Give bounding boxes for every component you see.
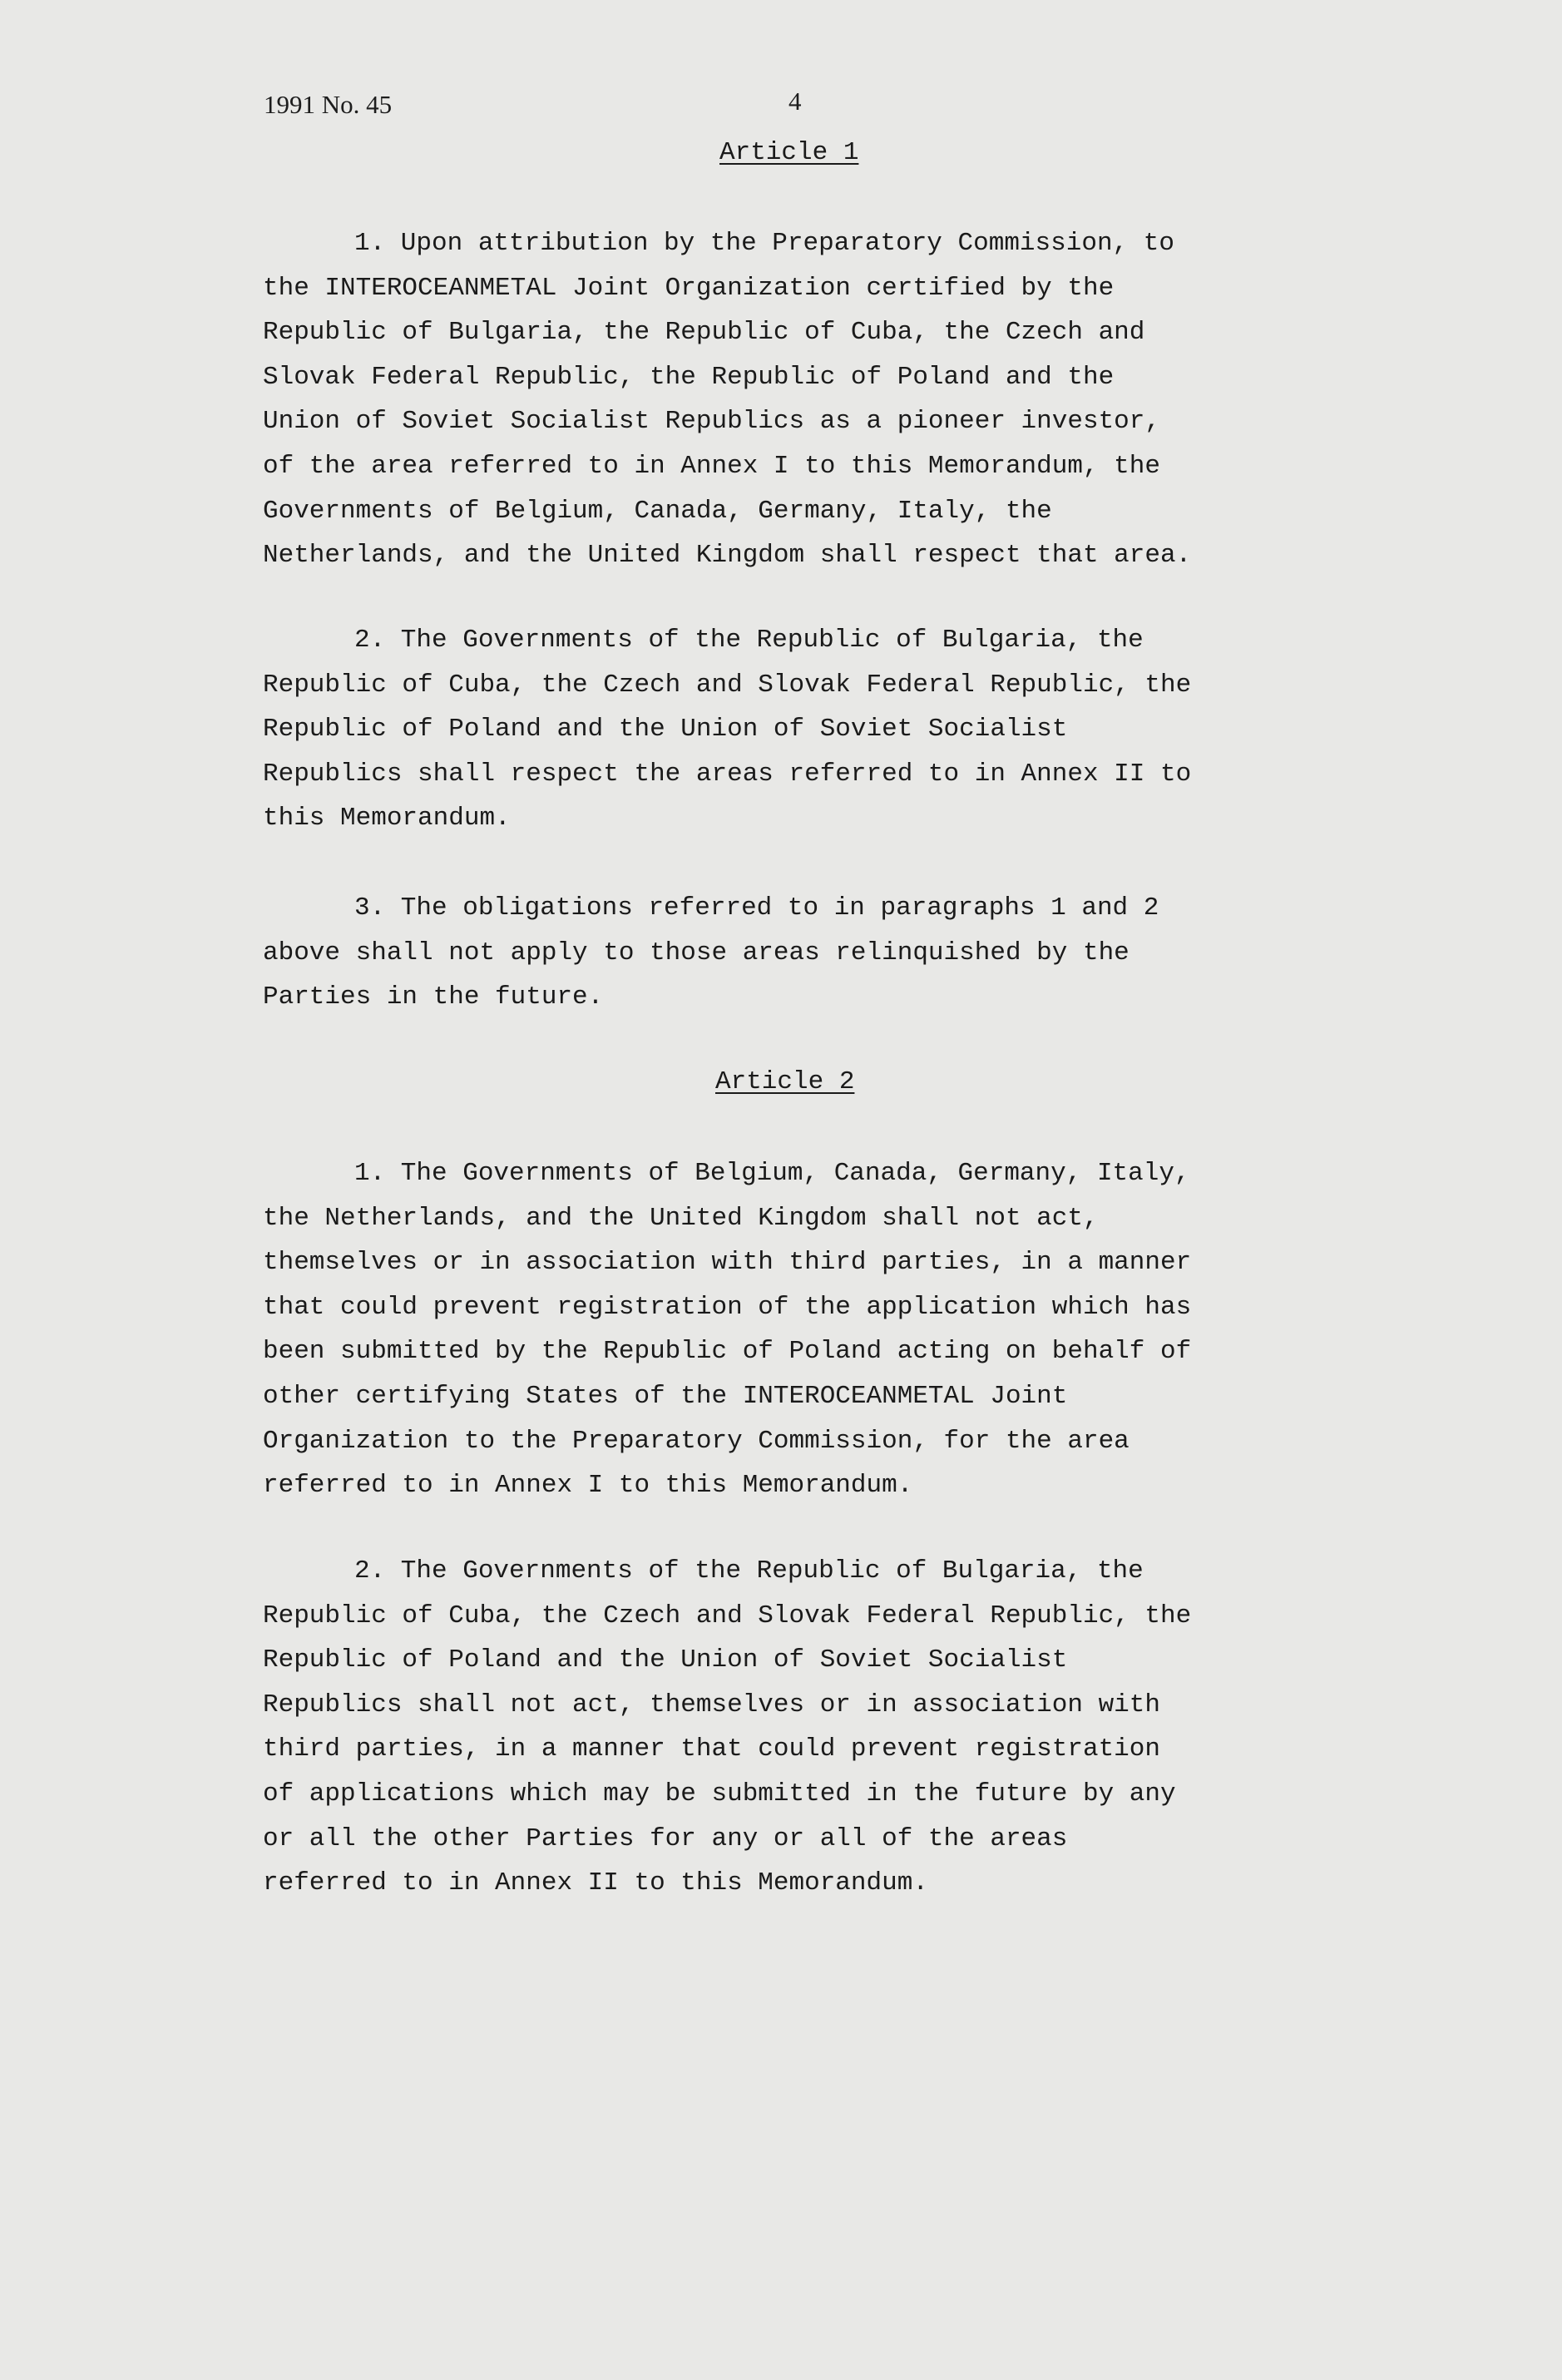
article-2-paragraph-2: [263, 1549, 1344, 1906]
text-line: Republics shall not act, themselves or in association with: [263, 1690, 1160, 1719]
article-1-paragraph-1: [263, 221, 1344, 578]
article-2-paragraph-1: [263, 1151, 1344, 1508]
text-line: other certifying States of the INTEROCEANMETAL Joint: [263, 1381, 1068, 1411]
text-line: Republic of Cuba, the Czech and Slovak Federal Republic, the: [263, 670, 1192, 700]
text-line: the Netherlands, and the United Kingdom shall not act,: [263, 1203, 1099, 1233]
text-line: themselves or in association with third parties, in a manner: [263, 1248, 1192, 1278]
text-line: 1. Upon attribution by the Preparatory Commission, to: [354, 229, 1174, 258]
text-line: Republic of Poland and the Union of Soviet Socialist: [263, 715, 1068, 745]
article-2-title: Article 2: [715, 1067, 855, 1096]
text-line: referred to in Annex I to this Memorandum.: [263, 1471, 913, 1501]
text-line: Organization to the Preparatory Commission, for the area: [263, 1426, 1129, 1456]
text-line: referred to in Annex II to this Memorandum.: [263, 1868, 928, 1898]
text-line: of applications which may be submitted in the future by any: [263, 1779, 1176, 1809]
document-reference: 1991 No. 45: [264, 90, 393, 119]
text-line: of the area referred to in Annex I to this Memorandum, the: [263, 451, 1160, 481]
text-line: Republics shall respect the areas referred to in Annex II to: [263, 759, 1192, 789]
text-line: above shall not apply to those areas relinquished by the: [263, 938, 1129, 967]
text-line: third parties, in a manner that could prevent registration: [263, 1734, 1160, 1764]
text-line: been submitted by the Republic of Poland acting on behalf of: [263, 1337, 1192, 1367]
page-number: 4: [788, 87, 802, 116]
text-line: Union of Soviet Socialist Republics as a pioneer investor,: [263, 407, 1160, 437]
article-1-paragraph-2: [263, 618, 1344, 841]
text-line: 2. The Governments of the Republic of Bulgaria, the: [354, 626, 1144, 655]
text-line: Republic of Cuba, the Czech and Slovak Federal Republic, the: [263, 1601, 1192, 1630]
text-line: Netherlands, and the United Kingdom shall respect that area.: [263, 541, 1192, 571]
text-line: 2. The Governments of the Republic of Bulgaria, the: [354, 1556, 1144, 1586]
text-line: 3. The obligations referred to in paragraphs 1 and 2: [354, 893, 1159, 923]
text-line: this Memorandum.: [263, 804, 511, 834]
text-line: Republic of Bulgaria, the Republic of Cuba, the Czech and: [263, 318, 1145, 348]
text-line: the INTEROCEANMETAL Joint Organization certified by the: [263, 273, 1115, 303]
text-line: that could prevent registration of the application which has: [263, 1292, 1192, 1322]
text-line: Governments of Belgium, Canada, Germany, Italy, the: [263, 496, 1052, 526]
text-line: Republic of Poland and the Union of Soviet Socialist: [263, 1645, 1068, 1675]
article-1-title: Article 1: [719, 138, 859, 167]
article-1-paragraph-3: [263, 886, 1344, 1020]
text-line: Parties in the future.: [263, 982, 604, 1012]
text-line: 1. The Governments of Belgium, Canada, Germany, Italy,: [354, 1159, 1190, 1188]
text-line: Slovak Federal Republic, the Republic of Poland and the: [263, 362, 1115, 392]
text-line: or all the other Parties for any or all of the areas: [263, 1823, 1068, 1853]
